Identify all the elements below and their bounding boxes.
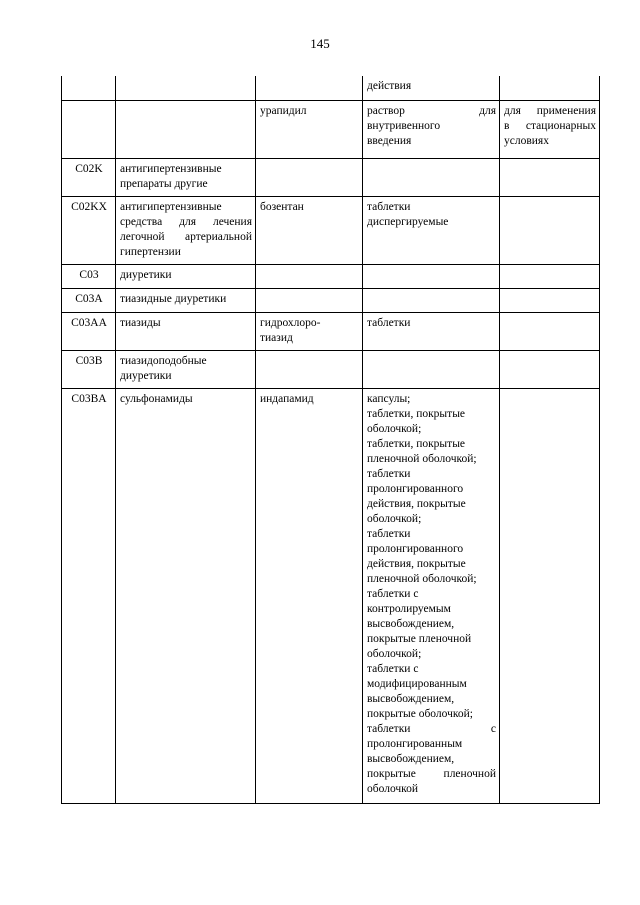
cell-line: таблетки xyxy=(367,316,411,329)
group-cell xyxy=(116,196,256,264)
cell-line: диуретики xyxy=(120,268,172,281)
cell-line: пролонгированного xyxy=(367,482,464,495)
cell-line: таблетки, покрытые xyxy=(367,437,466,450)
drug-cell xyxy=(256,264,363,288)
table-row xyxy=(62,196,600,264)
cell-line: высвобождением, xyxy=(367,617,455,630)
form-cell xyxy=(363,288,500,312)
cell-line: действия xyxy=(367,80,412,92)
page-number: 145 xyxy=(310,36,330,51)
cell-line: раствор для xyxy=(367,104,496,117)
cell-line: бозентан xyxy=(260,200,304,213)
cell-line: пролонгированным xyxy=(367,737,463,750)
cell-line: тиазид xyxy=(260,331,293,344)
table-row xyxy=(62,100,600,158)
table-row xyxy=(62,288,600,312)
note-cell xyxy=(500,312,600,350)
cell-line: антигипертензивные xyxy=(120,200,222,213)
note-cell xyxy=(500,388,600,803)
atc-code-cell: C03AA xyxy=(62,312,116,350)
atc-code-cell xyxy=(62,76,116,100)
cell-line: сульфонамиды xyxy=(120,392,193,405)
drug-cell xyxy=(256,100,363,158)
cell-line: гидрохлоро- xyxy=(260,316,321,329)
cell-line: покрытые пленочной xyxy=(367,767,496,780)
cell-line: пленочной оболочкой; xyxy=(367,572,477,585)
cell-line: покрытые оболочкой; xyxy=(367,707,473,720)
table-row xyxy=(62,158,600,196)
cell-line: диспергируемые xyxy=(367,215,449,228)
cell-line: модифицированным xyxy=(367,677,467,690)
cell-line: в стационарных xyxy=(504,119,596,132)
atc-code-cell: C02K xyxy=(62,158,116,196)
cell-line: пролонгированного xyxy=(367,542,464,555)
atc-code-cell: C03A xyxy=(62,288,116,312)
cell-line: действия, покрытые xyxy=(367,557,466,570)
drug-cell xyxy=(256,312,363,350)
cell-line: внутривенного xyxy=(367,119,441,132)
note-cell xyxy=(500,350,600,388)
note-cell xyxy=(500,264,600,288)
table-row xyxy=(62,312,600,350)
note-cell xyxy=(500,158,600,196)
cell-line: пленочной оболочкой; xyxy=(367,452,477,465)
drug-cell xyxy=(256,76,363,100)
cell-line: условиях xyxy=(504,134,549,147)
cell-line: индапамид xyxy=(260,392,314,405)
cell-line: таблетки xyxy=(367,467,411,480)
cell-line: оболочкой; xyxy=(367,512,422,525)
cell-line: высвобождением, xyxy=(367,692,455,705)
cell-line: контролируемым xyxy=(367,602,451,615)
cell-line: диуретики xyxy=(120,369,172,382)
group-cell xyxy=(116,350,256,388)
group-cell xyxy=(116,312,256,350)
cell-line: введения xyxy=(367,134,412,147)
group-cell xyxy=(116,388,256,803)
group-cell xyxy=(116,76,256,100)
cell-line: гипертензии xyxy=(120,245,181,258)
cell-line: таблетки xyxy=(367,527,411,540)
drug-cell xyxy=(256,288,363,312)
note-cell xyxy=(500,100,600,158)
cell-line: средства для лечения xyxy=(120,215,252,228)
drug-cell xyxy=(256,196,363,264)
table-row xyxy=(62,388,600,803)
atc-code-cell: C02KX xyxy=(62,196,116,264)
table-row xyxy=(62,350,600,388)
cell-line: легочной артериальной xyxy=(120,230,252,243)
cell-line: антигипертензивные xyxy=(120,162,222,175)
cell-line: тиазидоподобные xyxy=(120,354,207,367)
cell-line: капсулы; xyxy=(367,392,411,405)
note-cell xyxy=(500,288,600,312)
atc-code-cell xyxy=(62,100,116,158)
group-cell xyxy=(116,288,256,312)
group-cell xyxy=(116,158,256,196)
cell-line: покрытые пленочной xyxy=(367,632,472,645)
cell-line: тиазидные диуретики xyxy=(120,292,227,305)
form-cell xyxy=(363,158,500,196)
form-cell xyxy=(363,388,500,803)
atc-code-cell: C03BA xyxy=(62,388,116,803)
cell-line: тиазиды xyxy=(120,316,161,329)
form-cell xyxy=(363,312,500,350)
form-cell xyxy=(363,100,500,158)
cell-line: оболочкой; xyxy=(367,422,422,435)
form-cell xyxy=(363,196,500,264)
table-row xyxy=(62,264,600,288)
cell-line: препараты другие xyxy=(120,177,208,190)
drug-cell xyxy=(256,158,363,196)
cell-line: таблетки с xyxy=(367,662,419,675)
cell-line: урапидил xyxy=(260,104,307,117)
drug-cell xyxy=(256,388,363,803)
cell-line: действия, покрытые xyxy=(367,497,466,510)
note-cell xyxy=(500,76,600,100)
form-cell xyxy=(363,76,500,100)
table-row xyxy=(62,76,600,100)
drug-table xyxy=(61,76,600,804)
cell-line: оболочкой; xyxy=(367,647,422,660)
group-cell xyxy=(116,100,256,158)
cell-line: таблетки с xyxy=(367,722,496,735)
cell-line: для применения xyxy=(504,104,596,117)
note-cell xyxy=(500,196,600,264)
drug-cell xyxy=(256,350,363,388)
cell-line: таблетки xyxy=(367,200,411,213)
form-cell xyxy=(363,264,500,288)
group-cell xyxy=(116,264,256,288)
cell-line: высвобождением, xyxy=(367,752,455,765)
form-cell xyxy=(363,350,500,388)
cell-line: таблетки, покрытые xyxy=(367,407,466,420)
atc-code-cell: C03 xyxy=(62,264,116,288)
atc-code-cell: C03B xyxy=(62,350,116,388)
cell-line: таблетки с xyxy=(367,587,419,600)
cell-line: оболочкой xyxy=(367,782,419,795)
